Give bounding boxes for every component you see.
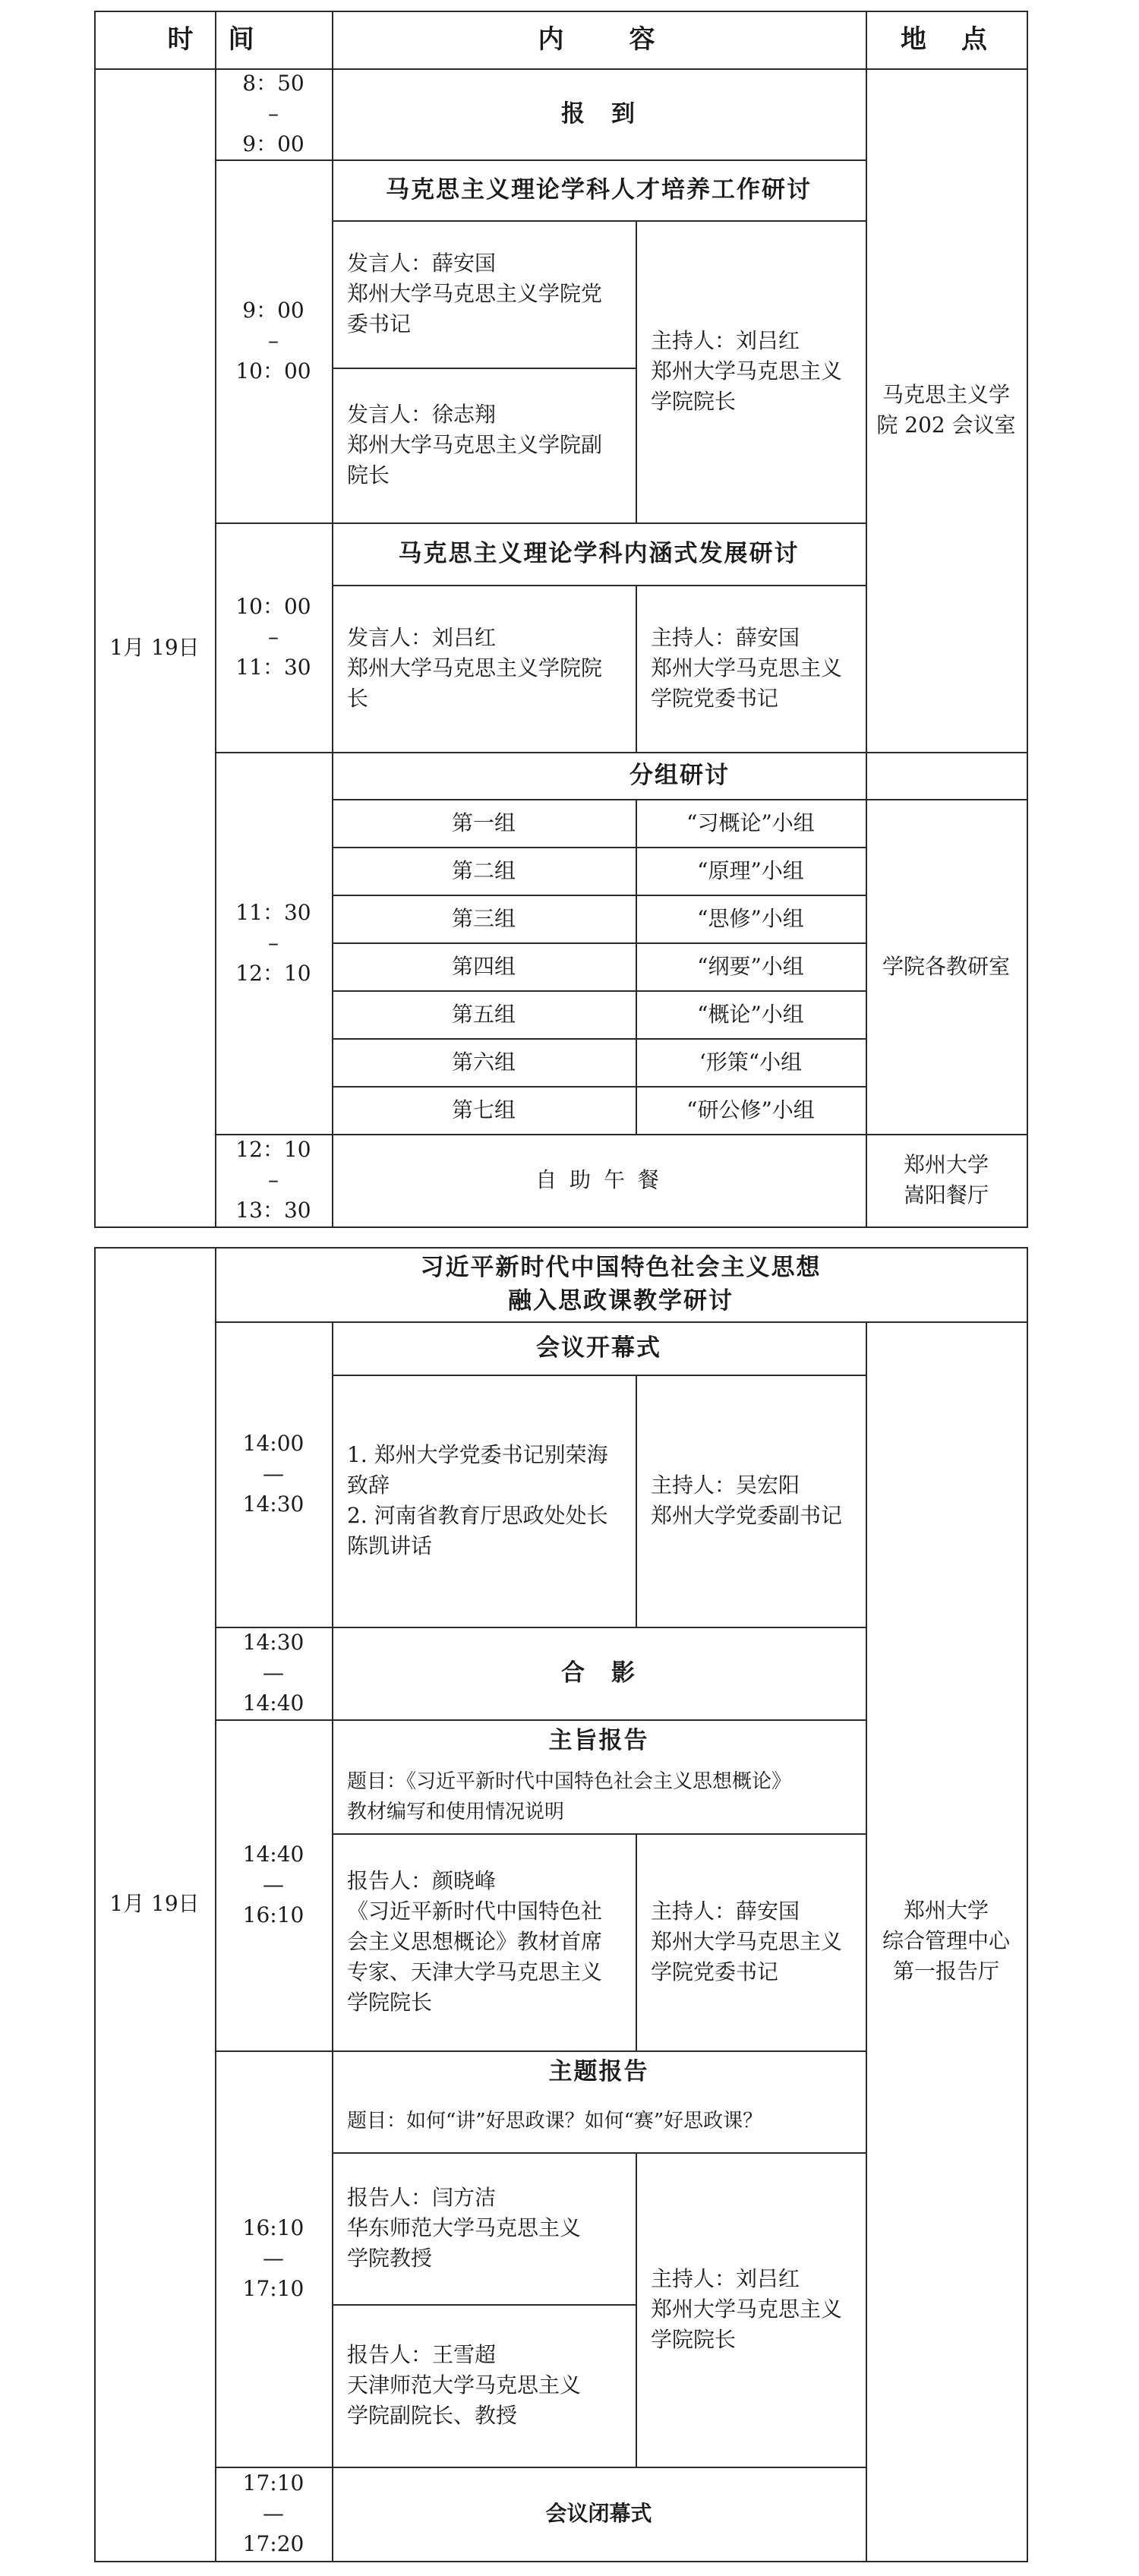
session2-title: 马克思主义理论学科内涵式发展研讨 bbox=[398, 540, 800, 567]
time-separator: — bbox=[263, 1872, 284, 1897]
keynote-speaker: 报告人：颜晓峰 《习近平新时代中国特色社 会主义思想概论》教材首席 专家、天津大学马克思主义 学院院长 bbox=[347, 1868, 603, 2015]
time-end: 17:10 bbox=[242, 2276, 304, 2301]
place-afternoon: 郑州大学 综合管理中心 第一报告厅 bbox=[882, 1898, 1010, 1984]
time-end: 13：30 bbox=[235, 1198, 311, 1223]
opening-host: 主持人：吴宏阳 郑州大学党委副书记 bbox=[651, 1473, 843, 1528]
date-cell: 1月 19日 bbox=[109, 634, 200, 660]
session2-host: 主持人：薛安国 郑州大学马克思主义 学院党委书记 bbox=[651, 625, 843, 711]
time-start: 16:10 bbox=[242, 2215, 304, 2240]
header-time: 时 间 bbox=[167, 24, 259, 55]
group-topic: “思修”小组 bbox=[697, 905, 804, 931]
time-registration bbox=[215, 68, 332, 159]
group-topic: “习概论”小组 bbox=[686, 810, 815, 835]
keynote-subject: 题目：《习近平新时代中国特色社会主义思想概论》 教材编写和使用情况说明 bbox=[347, 1770, 792, 1823]
group-topic: “纲要”小组 bbox=[697, 953, 804, 979]
group-topic: ‘形策“小组 bbox=[699, 1049, 803, 1075]
time-end: 16:10 bbox=[242, 1902, 304, 1927]
time-start: 12：10 bbox=[235, 1137, 311, 1162]
time-start: 11：30 bbox=[235, 899, 311, 925]
time-separator: – bbox=[268, 1167, 279, 1192]
session2-speaker: 发言人：刘吕红 郑州大学马克思主义学院院 长 bbox=[347, 625, 603, 711]
time-separator: — bbox=[263, 1461, 284, 1486]
group-topic: “概论”小组 bbox=[697, 1001, 804, 1027]
time-separator: — bbox=[263, 2501, 284, 2526]
time-end: 14:40 bbox=[242, 1690, 304, 1716]
place-main: 马克思主义学 院 202 会议室 bbox=[876, 382, 1016, 437]
group-name: 第一组 bbox=[451, 810, 516, 835]
group-topic: “原理”小组 bbox=[697, 857, 804, 883]
theme-title: 主题报告 bbox=[548, 2058, 649, 2085]
place-lunch: 郑州大学 嵩阳餐厅 bbox=[903, 1152, 989, 1208]
group-name: 第五组 bbox=[451, 1001, 516, 1027]
time-start: 14:40 bbox=[242, 1842, 304, 1867]
time-session2 bbox=[215, 522, 332, 752]
keynote-host: 主持人：薛安国 郑州大学马克思主义 学院党委书记 bbox=[651, 1899, 843, 1984]
place-groups: 学院各教研室 bbox=[882, 953, 1010, 979]
time-end: 17:20 bbox=[242, 2531, 304, 2556]
registration-title: 报 到 bbox=[561, 100, 636, 128]
theme-speaker-2: 报告人：王雪超 天津师范大学马克思主义 学院副院长、教授 bbox=[347, 2342, 582, 2428]
header-place: 地 点 bbox=[901, 24, 992, 55]
time-start: 17:10 bbox=[242, 2470, 304, 2496]
group-name: 第六组 bbox=[451, 1049, 516, 1075]
time-separator: – bbox=[268, 101, 279, 126]
time-photo bbox=[215, 1627, 332, 1719]
group-name: 第二组 bbox=[451, 857, 516, 883]
theme-speaker-1: 报告人：闫方洁 华东师范大学马克思主义 学院教授 bbox=[347, 2185, 582, 2271]
time-separator: – bbox=[268, 328, 279, 353]
time-end: 10：00 bbox=[235, 358, 311, 384]
theme-host: 主持人：刘吕红 郑州大学马克思主义 学院院长 bbox=[651, 2266, 843, 2352]
group-name: 第七组 bbox=[451, 1097, 516, 1122]
time-groups bbox=[215, 752, 332, 1134]
date-cell: 1月 19日 bbox=[109, 1891, 200, 1916]
group-topic: “研公修”小组 bbox=[686, 1097, 815, 1122]
group-name: 第三组 bbox=[451, 905, 516, 931]
opening-title: 会议开幕式 bbox=[536, 1334, 661, 1362]
time-end: 11：30 bbox=[235, 655, 311, 680]
table-border bbox=[1027, 1247, 1028, 2562]
time-session1 bbox=[215, 159, 332, 522]
time-start: 8：50 bbox=[242, 71, 304, 96]
table-border bbox=[94, 2561, 1028, 2562]
time-separator: – bbox=[268, 624, 279, 649]
table-border bbox=[94, 1226, 1028, 1228]
time-end: 12：10 bbox=[235, 960, 311, 986]
session1-title: 马克思主义理论学科人才培养工作研讨 bbox=[386, 176, 812, 204]
session1-speaker-1: 发言人：薛安国 郑州大学马克思主义学院党 委书记 bbox=[347, 251, 603, 336]
closing-title: 会议闭幕式 bbox=[545, 2501, 652, 2526]
photo-title: 合 影 bbox=[561, 1659, 636, 1687]
time-end: 9：00 bbox=[242, 131, 304, 156]
time-lunch bbox=[215, 1134, 332, 1226]
time-keynote bbox=[215, 1719, 332, 2050]
time-opening bbox=[215, 1321, 332, 1627]
session1-speaker-2: 发言人：徐志翔 郑州大学马克思主义学院副 院长 bbox=[347, 402, 603, 488]
table-border bbox=[1027, 11, 1028, 1228]
keynote-title: 主旨报告 bbox=[548, 1727, 649, 1754]
time-closing bbox=[215, 2467, 332, 2561]
time-start: 14:00 bbox=[242, 1431, 304, 1456]
session1-host: 主持人：刘吕红 郑州大学马克思主义 学院院长 bbox=[651, 328, 843, 414]
time-separator: – bbox=[268, 930, 279, 955]
group-name: 第四组 bbox=[451, 953, 516, 979]
table2-title: 习近平新时代中国特色社会主义思想 融入思政课教学研讨 bbox=[420, 1254, 822, 1315]
opening-speakers: 1. 郑州大学党委书记别荣海 致辞 2. 河南省教育厅思政处处长 陈凯讲话 bbox=[347, 1442, 608, 1558]
time-theme bbox=[215, 2050, 332, 2467]
theme-subject: 题目：如何“讲”好思政课？如何“赛”好思政课？ bbox=[347, 2110, 763, 2132]
time-end: 14:30 bbox=[242, 1492, 304, 1517]
time-separator: — bbox=[263, 2246, 284, 2271]
time-start: 9：00 bbox=[242, 298, 304, 323]
time-separator: — bbox=[263, 1660, 284, 1685]
groups-title: 分组研讨 bbox=[629, 762, 730, 789]
header-content: 内 容 bbox=[538, 24, 660, 55]
time-start: 10：00 bbox=[235, 594, 311, 619]
lunch-title: 自 助 午 餐 bbox=[535, 1167, 662, 1192]
time-start: 14:30 bbox=[242, 1630, 304, 1655]
